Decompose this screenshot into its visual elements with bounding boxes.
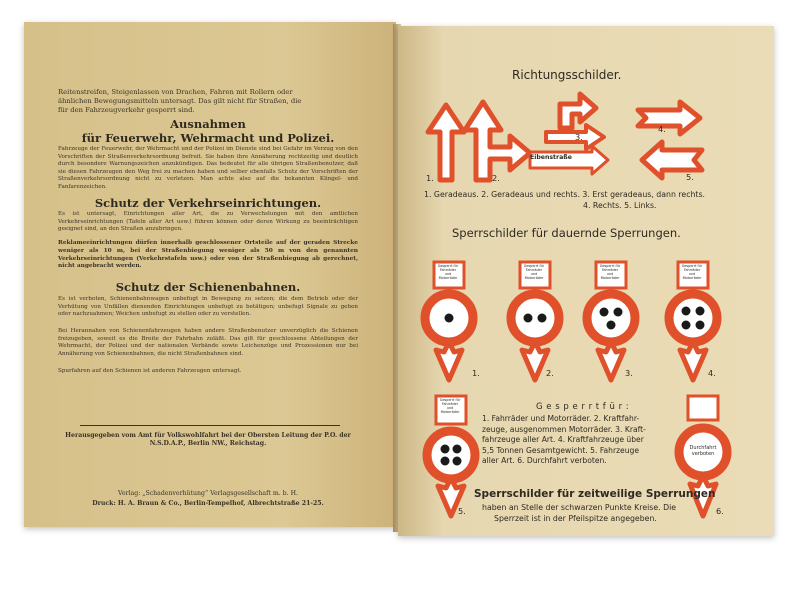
- title-richtungsschilder: Richtungsschilder.: [512, 68, 622, 82]
- gesperrt-line: aller Art. 6. Durchfahrt verboten.: [482, 456, 607, 466]
- heading-schienenbahnen: Schutz der Schienenbahnen.: [115, 280, 301, 294]
- sperr-number-2: 2.: [546, 368, 554, 378]
- intro-line: Reitenstreifen, Steigenlassen von Drachen, Fahren mit Rollern oder: [58, 88, 293, 96]
- verlag-note: Verlag: „Schadenverhütung“ Verlagsgesellschaft m. b. H.: [118, 490, 298, 497]
- gesperrt-line: fahrzeuge aller Art. 4. Kraftfahrzeuge über: [482, 435, 644, 445]
- sperr-number-3: 3.: [625, 368, 633, 378]
- street-name-label: Eibenstraße: [530, 154, 572, 161]
- plate-label-5: Gesperrt für Fahrräder und Motorräder: [439, 398, 461, 414]
- heading-feuerwehr: für Feuerwehr, Wehrmacht und Polizei.: [81, 131, 335, 145]
- title-dauernde-sperrungen: Sperrschilder für dauernde Sperrungen.: [452, 226, 681, 240]
- direction-sign-right: [638, 102, 700, 134]
- divider-rule: [80, 425, 340, 426]
- publisher-note: Herausgegeben vom Amt für Volkswohlfahrt bei der Obersten Leitung der P.O. der N.S.D.A.P., Berlin NW., Reichstag.: [65, 432, 351, 448]
- gesperrt-line: 1. Fahrräder und Motorräder. 2. Kraftfahr-: [482, 414, 640, 423]
- direction-sign-straight-right: [465, 102, 530, 180]
- zeitweilige-caption-line2: Sperrzeit ist in der Pfeilspitze angegeben.: [494, 514, 657, 523]
- title-zeitweilige-sperrungen: Sperrschilder für zeitweilige Sperrungen: [474, 488, 716, 500]
- direction-caption-line1: 1. Geradeaus. 2. Geradeaus und rechts. 3. Erst geradeaus, dann rechts.: [424, 190, 706, 199]
- gesperrt-line: 5,5 Tonnen Gesamtgewicht. 5. Fahrzeuge: [482, 445, 640, 455]
- intro-text: [58, 88, 358, 115]
- intro-line: für den Fahrzeugverkehr gesperrt sind.: [58, 106, 195, 114]
- paragraph-schienen-verbot: Es ist verboten, Schienenbahnwagen unbefugt in Bewegung zu setzen; die dem Betrieb oder der Verhütung von Unfällen dienenden Einrichtungen unbefugt zu betätigen; unbefugt Signale zu geben oder nachzuahmen; Weichen unbefugt zu stellen oder zu verstellen.: [58, 296, 358, 318]
- intro-line: ähnlichen Bewegungsmitteln untersagt. Das gilt nicht für Straßen, die: [58, 97, 302, 105]
- heading-verkehrseinrichtungen: Schutz der Verkehrseinrichtungen.: [94, 196, 322, 210]
- sperr-number-6: 6.: [716, 506, 724, 516]
- direction-number-1: 1.: [426, 173, 434, 183]
- direction-number-3: 3.: [575, 132, 583, 142]
- sperr-number-4: 4.: [708, 368, 716, 378]
- heading-ausnahmen: Ausnahmen: [170, 117, 246, 131]
- paragraph-ausnahmen: Fahrzeuge der Feuerwehr, der Wehrmacht und der Polizei im Dienste sind bei Gefahr im Verzug von den Vorschriften der Straßenverkehrsordnung befreit. Sie haben ihre Annäherung rechtzeitig und deutlich durch besondere Warnungszeichen anzukündigen. Das bedeutet für alle übrigen Straßenbenutzer, daß sie diesen Fahrzeugen den Weg frei zu machen haben und selber ebenfalls Schutz der Vorschriften der Straßenverkehrsordnung nicht zu verletzen. Man achte also auf die bekannten Klingel- und Fanfarenzeichen.: [58, 146, 358, 190]
- direction-number-4: 4.: [658, 124, 666, 134]
- plate-label-3: Gesperrt für Fahrräder und Motorräder: [599, 264, 621, 280]
- zeitweilige-caption-line1: haben an Stelle der schwarzen Punkte Kreise. Die: [482, 503, 677, 512]
- gesperrt-list: [482, 414, 646, 467]
- direction-number-5: 5.: [686, 172, 694, 182]
- sperr-number-1: 1.: [472, 368, 480, 378]
- gesperrt-title: G e s p e r r t f ü r :: [536, 402, 630, 412]
- paragraph-spurfahren: Spurfahren auf den Schienen ist anderen Fahrzeugen untersagt.: [58, 368, 242, 374]
- paragraph-herannahen: Bei Herannahen von Schienenfahrzeugen haben andere Straßenbenutzer unverzüglich die Schienen freizugeben, soweit es die Breite der Fahrbahn zuläßt. Das gilt für geschlossene Abteilungen der Wehrmacht, der Polizei und der nationalen Verbände sowie Leichenzüge und Prozessionen nur bei Annäherung von Schienenbahnen, die nicht Straßenbahnen sind.: [58, 328, 358, 357]
- gesperrt-line: zeuge, ausgenommen Motorräder. 3. Kraft-: [482, 424, 646, 434]
- plate-label-2: Gesperrt für Fahrräder und Motorräder: [523, 264, 545, 280]
- direction-sign-straight: [428, 105, 464, 180]
- plate-label-4: Gesperrt für Fahrräder und Motorräder: [681, 264, 703, 280]
- paragraph-einrichtungen: Es ist untersagt, Einrichtungen aller Art, die zu Verwechslungen mit den amtlichen Verkehrseinrichtungen (Tafeln aller Art usw.) führen können oder deren Wirkung zu beeinträchtigen geeignet sind, an den Straßen anzubringen.: [58, 211, 358, 233]
- druck-note: Druck: H. A. Braun & Co., Berlin-Tempelhof, Albrechtstraße 21-25.: [92, 500, 324, 507]
- signs-illustration: [400, 80, 776, 540]
- permanent-sign-5: [427, 396, 475, 516]
- sperr-number-5: 5.: [458, 506, 466, 516]
- paragraph-reklame: Reklameeinrichtungen dürfen innerhalb geschlossener Ortsteile auf der geraden Strecke weniger als 10 m, bei der Straßenbiegung weniger als 50 m von den genannten Verkehrseinrichtungen (Verkehrstafeln usw.) oder von der Straßenbiegung ab gerechnet, nicht angebracht werden.: [58, 240, 358, 270]
- durchfahrt-verboten-label: Durchfahrt verboten: [689, 445, 717, 457]
- direction-number-2: 2.: [492, 173, 500, 183]
- direction-caption-line2: 4. Rechts. 5. Links.: [583, 201, 657, 210]
- plate-label-1: Gesperrt für Fahrräder und Motorräder: [437, 264, 459, 280]
